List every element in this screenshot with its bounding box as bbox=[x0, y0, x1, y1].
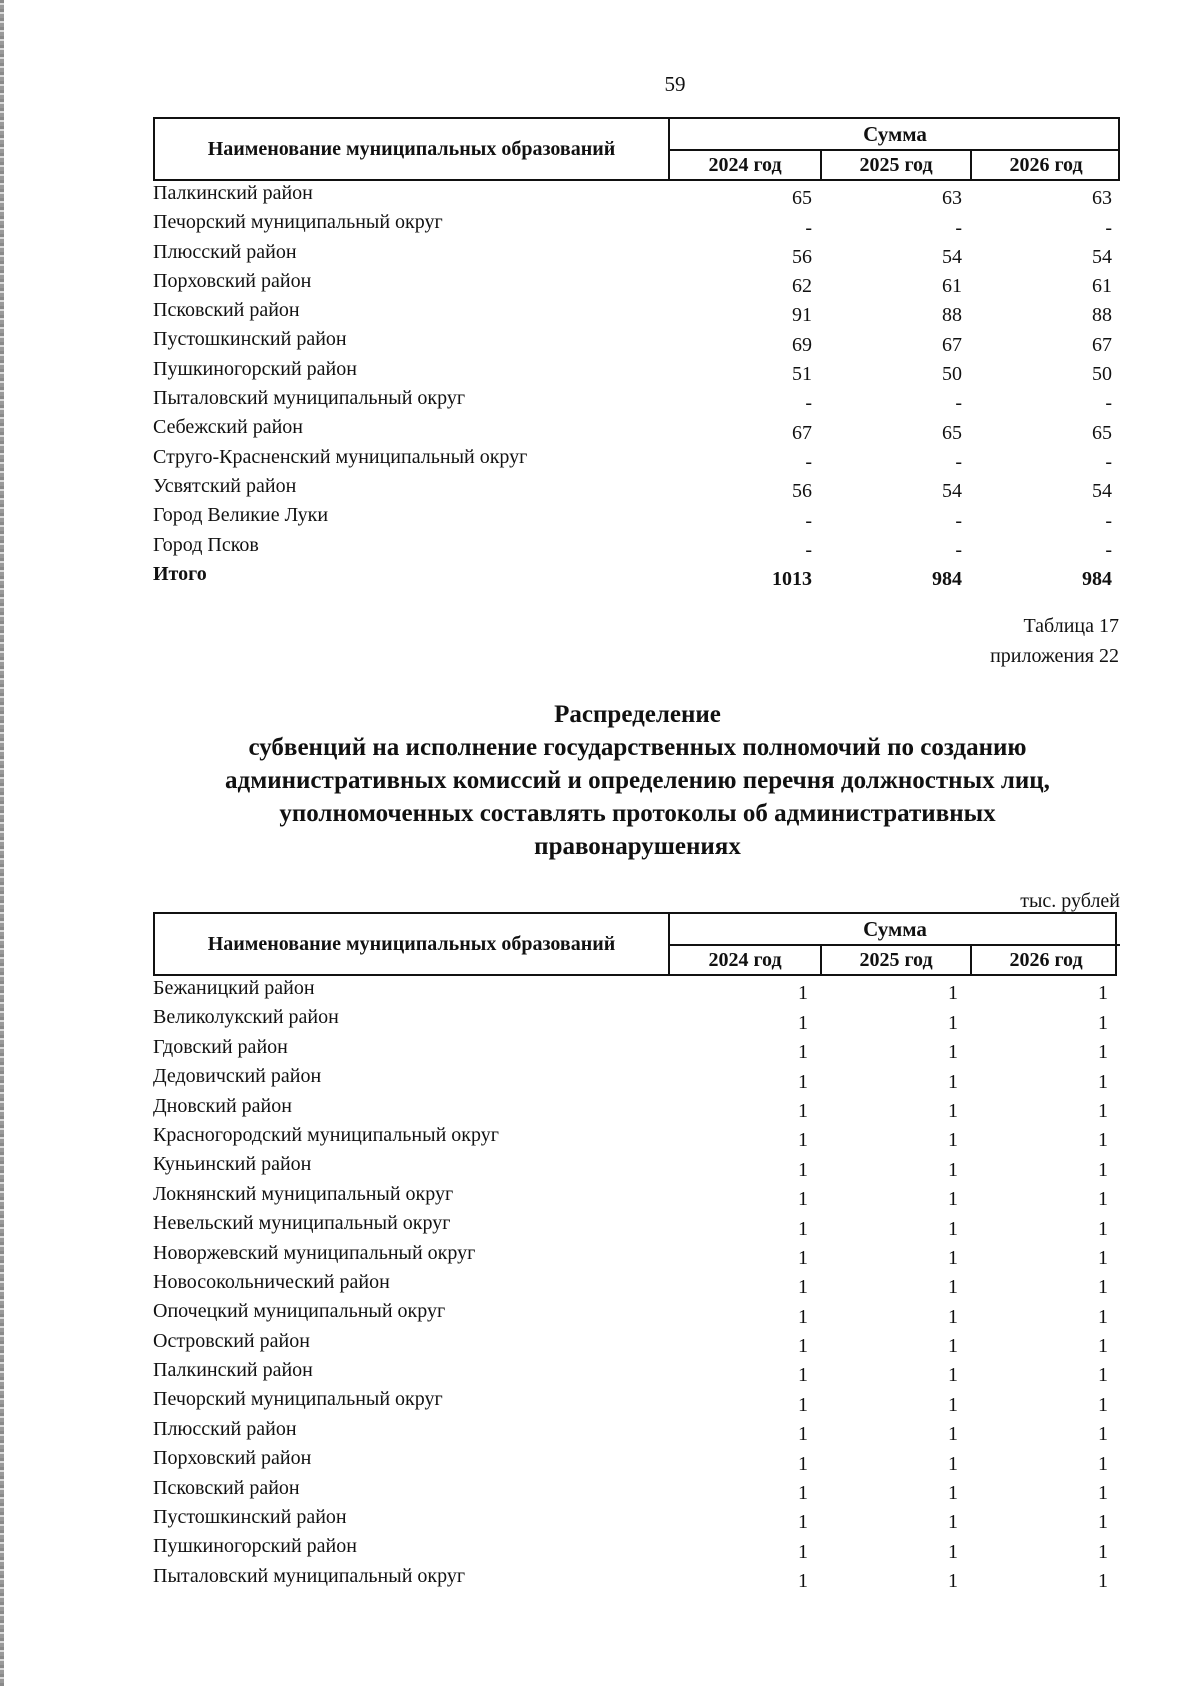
value-2026: 1 bbox=[1098, 1158, 1108, 1181]
municipality-name: Плюсский район bbox=[153, 1417, 297, 1440]
municipality-name: Дедовичский район bbox=[153, 1065, 322, 1088]
value-2026: 1 bbox=[1098, 1276, 1108, 1299]
title-line-2: субвенций на исполнение государственных полномочий по созданию bbox=[248, 734, 1027, 761]
header-year-2024: 2024 год bbox=[708, 948, 782, 971]
value-2025: 50 bbox=[942, 363, 962, 386]
value-2026: 1 bbox=[1098, 1393, 1108, 1416]
value-2026: 54 bbox=[1092, 480, 1112, 503]
value-2024: 1 bbox=[798, 1570, 808, 1593]
municipality-name: Пустошкинский район bbox=[153, 1506, 347, 1529]
value-2026: 1 bbox=[1098, 1246, 1108, 1269]
value-2025: 1 bbox=[948, 1540, 958, 1563]
municipality-name: Плюсский район bbox=[153, 240, 297, 263]
annex-reference bbox=[990, 611, 1119, 671]
total-2026: 984 bbox=[1082, 568, 1112, 591]
table-row bbox=[153, 1329, 1117, 1358]
value-2026: 1 bbox=[1098, 1011, 1108, 1034]
value-2025: 1 bbox=[948, 1217, 958, 1240]
table-row bbox=[153, 1270, 1117, 1299]
value-2025: 1 bbox=[948, 1423, 958, 1446]
value-2024: - bbox=[805, 450, 812, 473]
municipality-name: Усвятский район bbox=[153, 474, 297, 497]
table-row bbox=[153, 1182, 1117, 1211]
value-2026: 1 bbox=[1098, 1305, 1108, 1328]
value-2024: 69 bbox=[792, 333, 812, 356]
municipality-name: Город Великие Луки bbox=[153, 504, 329, 527]
table-row bbox=[153, 1387, 1117, 1416]
value-2025: 1 bbox=[948, 1452, 958, 1475]
table-row bbox=[153, 386, 1120, 415]
value-2024: 1 bbox=[798, 1011, 808, 1034]
table-row bbox=[153, 240, 1120, 269]
value-2025: 1 bbox=[948, 1276, 958, 1299]
value-2024: 62 bbox=[792, 275, 812, 298]
municipality-name: Невельский муниципальный округ bbox=[153, 1212, 451, 1235]
value-2025: 1 bbox=[948, 1129, 958, 1152]
value-2026: - bbox=[1105, 450, 1112, 473]
header-year-2026: 2026 год bbox=[970, 946, 1120, 974]
header-year-2025: 2025 год bbox=[820, 946, 970, 974]
value-2026: 1 bbox=[1098, 1423, 1108, 1446]
value-2025: 1 bbox=[948, 1158, 958, 1181]
table-row bbox=[153, 1035, 1117, 1064]
total-row bbox=[153, 562, 1120, 591]
value-2024: 1 bbox=[798, 1129, 808, 1152]
value-2026: 1 bbox=[1098, 1511, 1108, 1534]
municipality-name: Локнянский муниципальный округ bbox=[153, 1182, 454, 1205]
total-2025: 984 bbox=[932, 568, 962, 591]
municipality-name: Красногородский муниципальный округ bbox=[153, 1123, 499, 1146]
value-2025: 1 bbox=[948, 1246, 958, 1269]
header-name: Наименование муниципальных образований bbox=[155, 914, 670, 974]
value-2024: 1 bbox=[798, 1070, 808, 1093]
table-row bbox=[153, 327, 1120, 356]
value-2024: 65 bbox=[792, 187, 812, 210]
municipality-name: Палкинский район bbox=[153, 182, 313, 204]
value-2024: 1 bbox=[798, 1041, 808, 1064]
table-row bbox=[153, 1417, 1117, 1446]
table-row bbox=[153, 1005, 1117, 1034]
value-2025: 1 bbox=[948, 1511, 958, 1534]
value-2024: 91 bbox=[792, 304, 812, 327]
value-2024: 1 bbox=[798, 1158, 808, 1181]
table-row bbox=[153, 1476, 1117, 1505]
scan-edge bbox=[0, 0, 4, 1686]
table-row bbox=[153, 1534, 1117, 1563]
municipality-name: Город Псков bbox=[153, 533, 259, 556]
table-row bbox=[153, 1211, 1117, 1240]
value-2025: 67 bbox=[942, 333, 962, 356]
value-2024: 1 bbox=[798, 1511, 808, 1534]
table-row bbox=[153, 976, 1117, 1005]
value-2024: - bbox=[805, 216, 812, 239]
municipality-name: Печорский муниципальный округ bbox=[153, 1388, 443, 1411]
value-2025: 1 bbox=[948, 1188, 958, 1211]
value-2024: 51 bbox=[792, 363, 812, 386]
value-2024: 1 bbox=[798, 1393, 808, 1416]
value-2024: 1 bbox=[798, 1188, 808, 1211]
value-2025: 1 bbox=[948, 1011, 958, 1034]
table-row bbox=[153, 298, 1120, 327]
value-2026: 1 bbox=[1098, 1099, 1108, 1122]
value-2026: 88 bbox=[1092, 304, 1112, 327]
municipality-name: Порховский район bbox=[153, 269, 312, 292]
table-row bbox=[153, 503, 1120, 532]
value-2025: - bbox=[955, 216, 962, 239]
value-2025: 1 bbox=[948, 1364, 958, 1387]
value-2025: 88 bbox=[942, 304, 962, 327]
value-2024: 1 bbox=[798, 1364, 808, 1387]
value-2026: 1 bbox=[1098, 1129, 1108, 1152]
table-row bbox=[153, 1094, 1117, 1123]
municipality-name: Новоржевский муниципальный округ bbox=[153, 1241, 476, 1264]
value-2025: 61 bbox=[942, 275, 962, 298]
table-row bbox=[153, 1152, 1117, 1181]
value-2024: 56 bbox=[792, 480, 812, 503]
value-2025: - bbox=[955, 538, 962, 561]
municipality-name: Куньинский район bbox=[153, 1153, 312, 1176]
total-2024: 1013 bbox=[772, 568, 812, 591]
municipality-name: Дновский район bbox=[153, 1094, 292, 1117]
value-2025: 65 bbox=[942, 421, 962, 444]
value-2024: 1 bbox=[798, 1276, 808, 1299]
municipality-name: Струго-Красненский муниципальный округ bbox=[153, 445, 528, 468]
value-2024: 1 bbox=[798, 1423, 808, 1446]
table-row bbox=[153, 181, 1120, 210]
table-row bbox=[153, 1358, 1117, 1387]
value-2026: 1 bbox=[1098, 1364, 1108, 1387]
value-2025: 1 bbox=[948, 982, 958, 1005]
table-row bbox=[153, 1505, 1117, 1534]
municipality-name: Новосокольнический район bbox=[153, 1270, 390, 1293]
value-2025: 1 bbox=[948, 1482, 958, 1505]
value-2024: 1 bbox=[798, 1305, 808, 1328]
municipality-name: Опочецкий муниципальный округ bbox=[153, 1300, 446, 1323]
title-line-3: административных комиссий и определению перечня должностных лиц, bbox=[225, 767, 1050, 794]
value-2024: - bbox=[805, 392, 812, 415]
table-body bbox=[153, 976, 1117, 1593]
title-line-5: правонарушениях bbox=[534, 833, 741, 860]
value-2025: 1 bbox=[948, 1041, 958, 1064]
value-2025: 1 bbox=[948, 1099, 958, 1122]
value-2025: - bbox=[955, 509, 962, 532]
municipality-name: Пушкиногорский район bbox=[153, 1535, 357, 1558]
value-2025: 1 bbox=[948, 1393, 958, 1416]
value-2026: 61 bbox=[1092, 275, 1112, 298]
appendix-label: приложения 22 bbox=[990, 645, 1119, 667]
value-2024: 1 bbox=[798, 1452, 808, 1475]
table-header bbox=[153, 117, 1120, 181]
municipality-name: Пушкиногорский район bbox=[153, 357, 357, 380]
municipality-name: Печорский муниципальный округ bbox=[153, 211, 443, 234]
table-row bbox=[153, 1299, 1117, 1328]
municipality-name: Островский район bbox=[153, 1329, 310, 1352]
value-2024: 1 bbox=[798, 1335, 808, 1358]
value-2024: 1 bbox=[798, 1217, 808, 1240]
value-2024: 1 bbox=[798, 1482, 808, 1505]
value-2026: 1 bbox=[1098, 1452, 1108, 1475]
value-2024: - bbox=[805, 509, 812, 532]
value-2024: - bbox=[805, 538, 812, 561]
table-row bbox=[153, 269, 1120, 298]
value-2026: 65 bbox=[1092, 421, 1112, 444]
value-2026: 1 bbox=[1098, 1217, 1108, 1240]
header-year-2026: 2026 год bbox=[970, 151, 1120, 179]
value-2024: 67 bbox=[792, 421, 812, 444]
municipality-name: Палкинский район bbox=[153, 1359, 313, 1382]
table-row bbox=[153, 1446, 1117, 1475]
value-2026: 1 bbox=[1098, 1482, 1108, 1505]
value-2025: - bbox=[955, 392, 962, 415]
header-name: Наименование муниципальных образований bbox=[155, 119, 670, 179]
table-distribution bbox=[153, 912, 1117, 1593]
value-2026: 1 bbox=[1098, 982, 1108, 1005]
value-2026: 1 bbox=[1098, 1070, 1108, 1093]
table-row bbox=[153, 1564, 1117, 1593]
value-2025: 1 bbox=[948, 1335, 958, 1358]
value-2024: 1 bbox=[798, 1246, 808, 1269]
municipality-name: Псковский район bbox=[153, 299, 300, 322]
value-2024: 1 bbox=[798, 982, 808, 1005]
value-2026: - bbox=[1105, 509, 1112, 532]
units-label: тыс. рублей bbox=[1020, 890, 1120, 912]
value-2024: 1 bbox=[798, 1099, 808, 1122]
header-sum: Сумма bbox=[670, 119, 1120, 151]
value-2025: 63 bbox=[942, 187, 962, 210]
value-2024: 56 bbox=[792, 245, 812, 268]
value-2025: 54 bbox=[942, 480, 962, 503]
municipality-name: Пыталовский муниципальный округ bbox=[153, 387, 466, 410]
value-2026: 1 bbox=[1098, 1041, 1108, 1064]
value-2026: 63 bbox=[1092, 187, 1112, 210]
value-2026: 1 bbox=[1098, 1335, 1108, 1358]
value-2026: 54 bbox=[1092, 245, 1112, 268]
value-2025: 1 bbox=[948, 1305, 958, 1328]
page-number: 59 bbox=[664, 72, 686, 96]
title-line-4: уполномоченных составлять протоколы об административных bbox=[279, 800, 996, 827]
table-row bbox=[153, 474, 1120, 503]
table-row bbox=[153, 415, 1120, 444]
table-row bbox=[153, 445, 1120, 474]
table-row bbox=[153, 1241, 1117, 1270]
municipality-name: Себежский район bbox=[153, 416, 303, 439]
value-2026: - bbox=[1105, 392, 1112, 415]
header-year-2024: 2024 год bbox=[708, 153, 782, 176]
table-row bbox=[153, 357, 1120, 386]
table-label: Таблица 17 bbox=[1023, 615, 1119, 637]
value-2025: 1 bbox=[948, 1070, 958, 1093]
municipality-name: Великолукский район bbox=[153, 1006, 339, 1029]
table-row bbox=[153, 533, 1120, 562]
value-2026: 50 bbox=[1092, 363, 1112, 386]
table-row bbox=[153, 1123, 1117, 1152]
document-title bbox=[150, 698, 1125, 863]
municipality-name: Пыталовский муниципальный округ bbox=[153, 1564, 466, 1587]
value-2025: - bbox=[955, 450, 962, 473]
value-2026: 1 bbox=[1098, 1570, 1108, 1593]
municipality-name: Порховский район bbox=[153, 1447, 312, 1470]
total-label: Итого bbox=[153, 562, 207, 585]
table-row bbox=[153, 210, 1120, 239]
value-2024: 1 bbox=[798, 1540, 808, 1563]
value-2026: - bbox=[1105, 538, 1112, 561]
value-2026: 1 bbox=[1098, 1188, 1108, 1211]
value-2026: 1 bbox=[1098, 1540, 1108, 1563]
table-header bbox=[153, 912, 1117, 976]
table-body bbox=[153, 181, 1120, 562]
title-line-1: Распределение bbox=[554, 701, 721, 728]
value-2026: - bbox=[1105, 216, 1112, 239]
value-2026: 67 bbox=[1092, 333, 1112, 356]
municipality-name: Псковский район bbox=[153, 1476, 300, 1499]
table-row bbox=[153, 1064, 1117, 1093]
header-sum: Сумма bbox=[670, 914, 1120, 946]
header-year-2025: 2025 год bbox=[820, 151, 970, 179]
municipality-name: Пустошкинский район bbox=[153, 328, 347, 351]
table-continuation bbox=[153, 117, 1120, 591]
municipality-name: Гдовский район bbox=[153, 1035, 288, 1058]
value-2025: 54 bbox=[942, 245, 962, 268]
municipality-name: Бежаницкий район bbox=[153, 977, 315, 999]
value-2025: 1 bbox=[948, 1570, 958, 1593]
